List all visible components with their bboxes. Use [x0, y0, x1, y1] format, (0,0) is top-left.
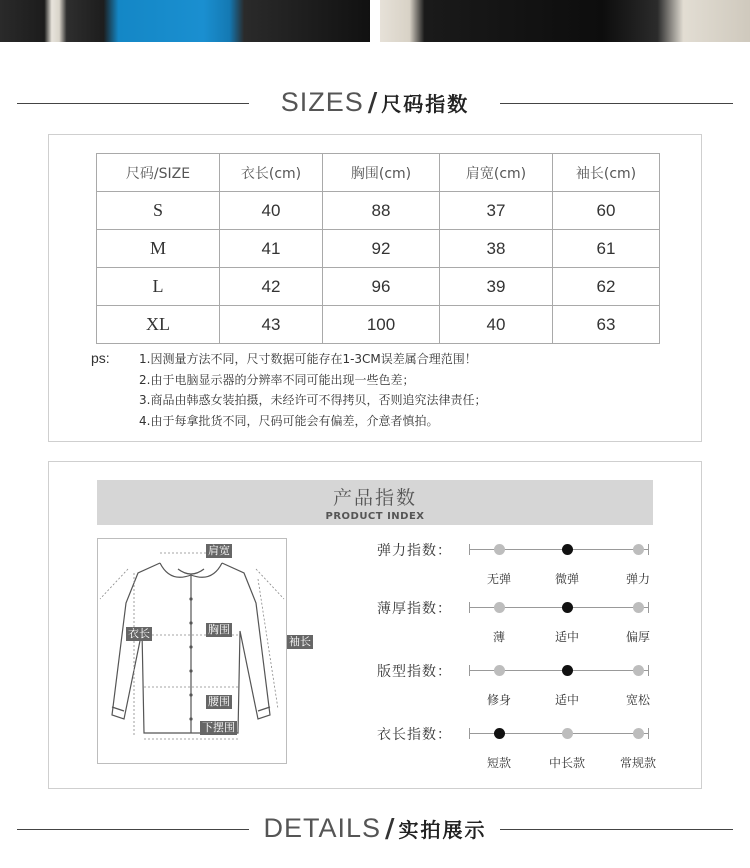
index-scale-name: 弹力指数：: [377, 543, 452, 559]
index-scale-tick: [648, 665, 649, 676]
size-chart-panel: [48, 134, 702, 442]
table-cell: 96: [323, 268, 440, 306]
garment-diagram: [97, 538, 311, 764]
index-scale-dot: [633, 602, 644, 613]
table-cell: 41: [220, 230, 323, 268]
index-scale-dot: [633, 728, 644, 739]
note-line: 4.由于每拿批货不同，尺码可能会有偏差，介意者慎拍。: [139, 413, 439, 428]
index-scale-option: 修身: [486, 693, 512, 707]
note-line: 2.由于电脑显示器的分辨率不同可能出现一些色差；: [139, 372, 415, 387]
index-scale-tick: [648, 728, 649, 739]
index-scale-option: 宽松: [625, 693, 651, 707]
index-scale-row: [377, 659, 677, 707]
size-table-header: 胸围(cm): [323, 154, 440, 192]
index-scale-option: 薄: [492, 630, 506, 644]
garment-label-length: 衣长: [128, 627, 150, 640]
table-cell: 61: [553, 230, 660, 268]
index-scale-dot: [633, 665, 644, 676]
index-scale-track: [469, 549, 651, 586]
sizes-heading-sep: /: [367, 88, 378, 118]
table-cell: 42: [220, 268, 323, 306]
index-scale-row: [377, 722, 677, 770]
table-cell: L: [97, 268, 220, 306]
index-scale-dot-selected: [494, 728, 505, 739]
garment-label-sleeve: 袖长: [289, 635, 311, 648]
garment-label-waist: 腰围: [208, 695, 230, 708]
table-cell: 60: [553, 192, 660, 230]
index-scale-track: [469, 670, 651, 707]
index-scale-tick: [469, 728, 470, 739]
table-cell: 40: [440, 306, 553, 344]
index-scale-option: 微弹: [554, 572, 580, 586]
table-cell: M: [97, 230, 220, 268]
details-heading: [0, 813, 750, 844]
index-scale-option: 适中: [554, 630, 580, 644]
index-scale-track: [469, 607, 651, 644]
index-scale-dot: [633, 544, 644, 555]
index-scale-tick: [648, 544, 649, 555]
notes-label: ps:: [91, 350, 110, 366]
sizes-heading: [0, 87, 750, 118]
size-table-header: 肩宽(cm): [440, 154, 553, 192]
table-cell: 100: [323, 306, 440, 344]
index-scale-option: 中长款: [548, 756, 586, 770]
size-table-header: 衣长(cm): [220, 154, 323, 192]
table-cell: S: [97, 192, 220, 230]
index-scale-option: 短款: [486, 756, 512, 770]
index-scale-track: [469, 733, 657, 770]
product-photo-right: [380, 0, 750, 42]
table-cell: 43: [220, 306, 323, 344]
index-scale-name: 衣长指数：: [377, 727, 452, 743]
size-table: [96, 153, 660, 344]
index-scale-dot-selected: [562, 544, 573, 555]
details-heading-sep: /: [385, 814, 395, 844]
index-scale-dot: [494, 665, 505, 676]
sizes-heading-cn: 尺码指数: [381, 92, 470, 116]
index-scale-tick: [469, 665, 470, 676]
index-scale-dot: [494, 544, 505, 555]
table-row: [97, 306, 660, 344]
table-row: [97, 268, 660, 306]
index-scale-option: 无弹: [486, 572, 512, 586]
index-scale-option: 弹力: [625, 572, 651, 586]
table-cell: 39: [440, 268, 553, 306]
table-cell: 92: [323, 230, 440, 268]
index-scale-tick: [469, 544, 470, 555]
index-scale-option: 常规款: [619, 756, 657, 770]
product-index-header: [97, 480, 653, 525]
notes-list: [139, 349, 486, 431]
size-table-header: 尺码/SIZE: [97, 154, 220, 192]
index-scale-tick: [469, 602, 470, 613]
note-line: 3.商品由韩惑女装拍摄，未经许可不得拷贝，否则追究法律责任；: [139, 393, 487, 407]
note-line: 1.因测量方法不同，尺寸数据可能存在1-3CM误差属合理范围！: [139, 352, 477, 366]
table-cell: XL: [97, 306, 220, 344]
index-scale-name: 版型指数：: [377, 664, 452, 680]
index-scale-dot: [494, 602, 505, 613]
index-scale-tick: [648, 602, 649, 613]
index-scale-option: 适中: [554, 693, 580, 707]
index-scale-row: [377, 596, 677, 644]
table-cell: 37: [440, 192, 553, 230]
product-index-title-en: PRODUCT INDEX: [325, 511, 425, 522]
top-photo-strip: [0, 0, 750, 42]
garment-label-hem: 下摆围: [202, 721, 235, 734]
index-scale-name: 薄厚指数：: [377, 601, 452, 617]
table-row: [97, 230, 660, 268]
index-scale-option: 偏厚: [625, 630, 651, 644]
table-cell: 63: [553, 306, 660, 344]
table-cell: 88: [323, 192, 440, 230]
table-row: [97, 192, 660, 230]
product-index-panel: [48, 461, 702, 789]
details-heading-en: DETAILS: [263, 813, 382, 843]
index-scale-dot-selected: [562, 665, 573, 676]
index-scale-row: [377, 538, 677, 586]
sizes-heading-en: SIZES: [280, 87, 364, 117]
product-index-title-cn: 产品指数: [332, 487, 417, 509]
table-cell: 38: [440, 230, 553, 268]
index-scale-dot-selected: [562, 602, 573, 613]
shirt-outline-icon: [98, 539, 286, 763]
details-heading-cn: 实拍展示: [398, 818, 487, 842]
garment-label-chest: 胸围: [208, 623, 230, 636]
table-cell: 62: [553, 268, 660, 306]
product-photo-left: [0, 0, 370, 42]
table-cell: 40: [220, 192, 323, 230]
size-table-header-row: [97, 154, 660, 192]
garment-label-shoulder: 肩宽: [208, 544, 230, 557]
index-scale-dot: [562, 728, 573, 739]
size-table-header: 袖长(cm): [553, 154, 660, 192]
